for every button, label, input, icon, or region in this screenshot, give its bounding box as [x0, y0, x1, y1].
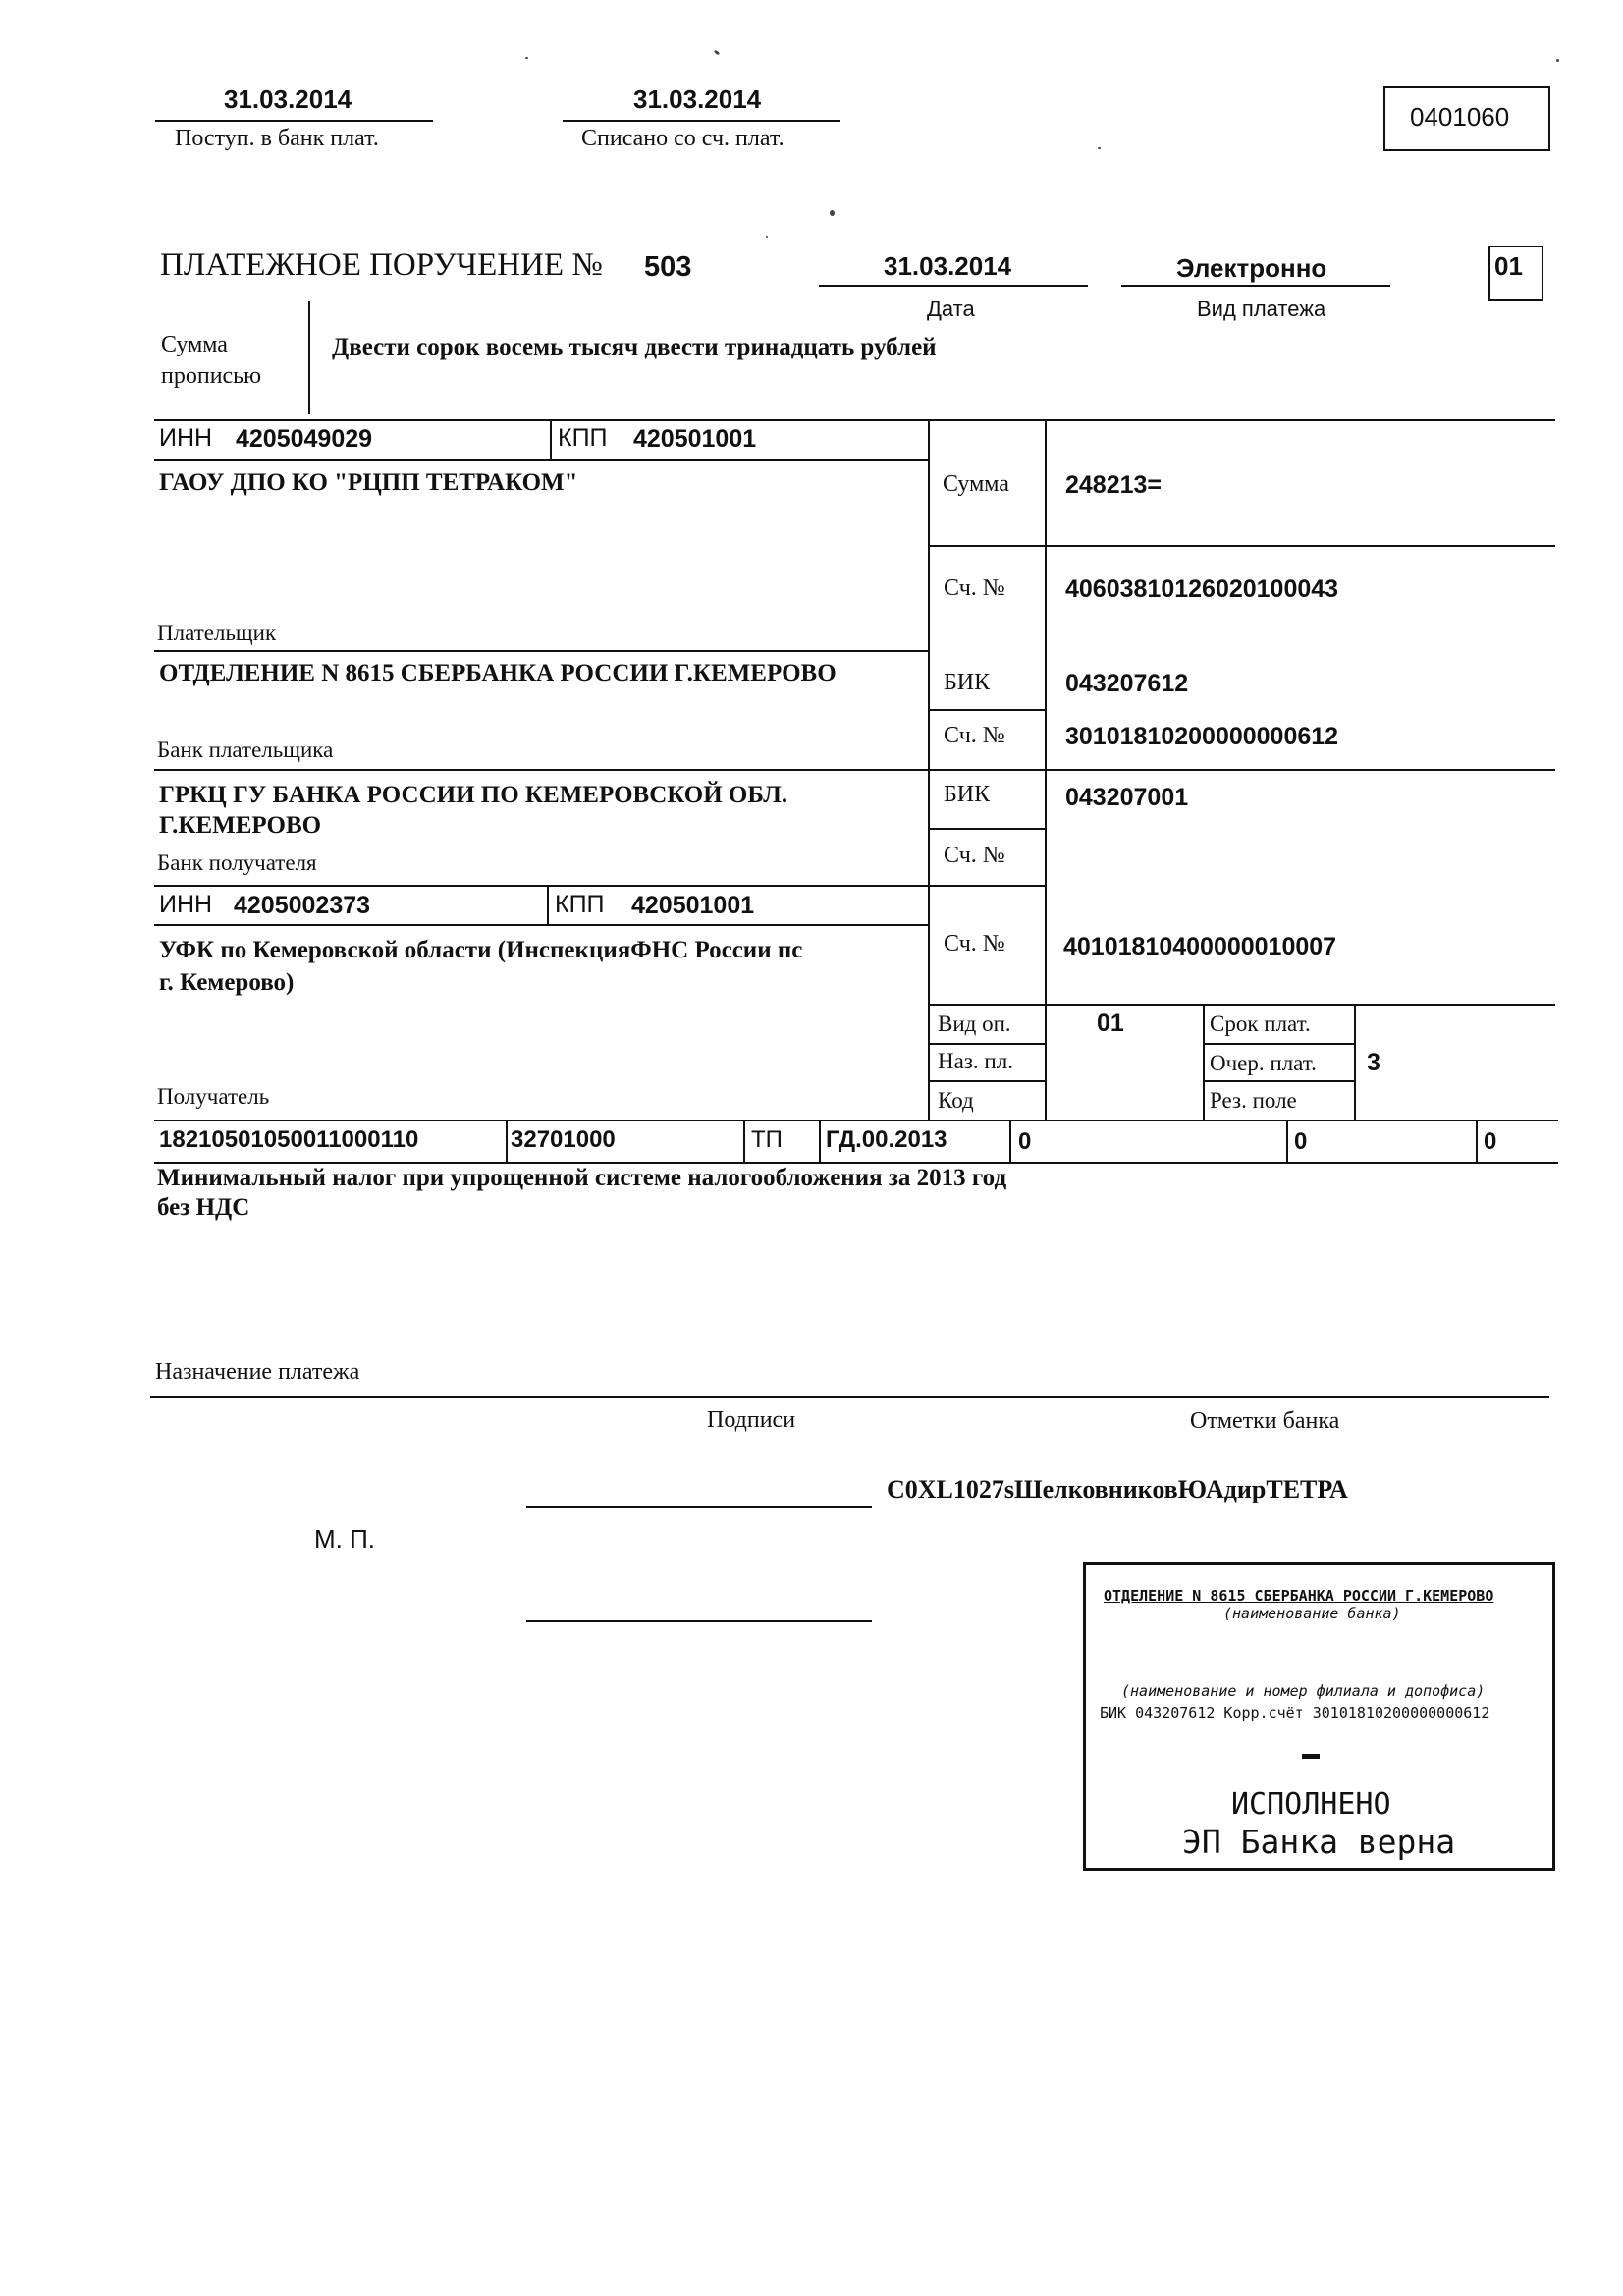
payer-bank-account-label: Сч. №: [944, 723, 1005, 748]
stamp-bank-name-caption: (наименование банка): [1223, 1605, 1401, 1622]
bank-stamp: [1083, 1562, 1555, 1871]
scan-speck: [766, 236, 768, 238]
grid-op-divider-1: [1203, 1004, 1205, 1120]
grid-line-tax-bottom: [154, 1162, 1558, 1164]
grid-line-payee-bik: [928, 828, 1047, 830]
amount-words-divider: [308, 301, 310, 414]
payee-account-label: Сч. №: [944, 931, 1005, 957]
grid-line-payer-bik: [928, 709, 1047, 711]
payer-account-label: Сч. №: [944, 575, 1005, 601]
payee-bank-label: Банк получателя: [157, 850, 317, 875]
debited-label: Списано со сч. плат.: [581, 126, 784, 151]
payee-account: 40101810400000010007: [1063, 933, 1337, 960]
grid-line-account-top: [928, 545, 1047, 547]
tax-basis: ТП: [751, 1126, 783, 1153]
payer-bank-account: 30101810200000000612: [1065, 723, 1339, 750]
payer-bank-label: Банк плательщика: [157, 738, 334, 762]
signatures-label: Подписи: [707, 1407, 796, 1433]
tax-period: ГД.00.2013: [826, 1126, 947, 1153]
purpose-type-label: Наз. пл.: [938, 1049, 1013, 1073]
grid-line-payee-inn: [154, 924, 930, 926]
grid-line-op-row1: [928, 1043, 1047, 1045]
payer-bank-bik-label: БИК: [944, 670, 991, 695]
document-date-label: Дата: [927, 297, 975, 321]
payee-bank-bik: 043207001: [1065, 784, 1189, 811]
priority-label: Очер. плат.: [1210, 1051, 1317, 1075]
op-type-label: Вид оп.: [938, 1011, 1011, 1036]
payee-kpp: 420501001: [631, 892, 755, 919]
purpose-label: Назначение платежа: [155, 1359, 360, 1385]
payee-label: Получатель: [157, 1084, 270, 1109]
purpose-bottom-line: [150, 1396, 1549, 1398]
reserve-label: Рез. поле: [1210, 1088, 1297, 1113]
grid-line-op-row1-right: [1203, 1043, 1356, 1045]
payment-type-line: [1121, 285, 1390, 287]
payer-kpp: 420501001: [633, 425, 757, 453]
grid-tax-divider-5: [1286, 1120, 1288, 1162]
scan-speck: [714, 50, 721, 56]
grid-tax-divider-1: [506, 1120, 508, 1162]
scan-speck: [1556, 59, 1559, 62]
payment-type-label: Вид платежа: [1197, 297, 1326, 321]
bank-receipt-date: 31.03.2014: [224, 84, 352, 114]
payee-kpp-label: КПП: [555, 891, 605, 918]
signature-line-2: [526, 1620, 872, 1622]
grid-op-divider-2: [1354, 1004, 1356, 1120]
grid-line-tax-top: [154, 1120, 1558, 1121]
purpose-line-1: Минимальный налог при упрощенной системе налогообложения за 2013 год: [157, 1165, 1007, 1191]
grid-tax-divider-6: [1476, 1120, 1478, 1162]
op-type: 01: [1097, 1010, 1124, 1037]
grid-line-op-row2-right: [1203, 1080, 1356, 1082]
bank-receipt-line: [155, 120, 433, 122]
payer-sum-label: Сумма: [943, 471, 1009, 497]
code-label: Код: [938, 1088, 974, 1113]
tax-kbk: 18210501050011000110: [159, 1126, 419, 1153]
document-number: 503: [644, 251, 692, 283]
scan-speck: [525, 57, 528, 59]
tax-oktmo: 32701000: [511, 1126, 616, 1153]
document-date: 31.03.2014: [884, 251, 1012, 281]
signer-name: C0XL1027sШелковниковЮАдирТЕТРА: [887, 1475, 1348, 1503]
grid-line-op-row2: [928, 1080, 1047, 1082]
debited-line: [563, 120, 840, 122]
payee-inn-label: ИНН: [159, 891, 213, 918]
bank-marks-label: Отметки банка: [1190, 1408, 1340, 1434]
payer-account: 40603810126020100043: [1065, 575, 1339, 603]
grid-payee-kpp-divider: [547, 885, 549, 924]
grid-line-payer-bottom: [154, 650, 930, 652]
grid-line-payer-bank-bottom: [154, 769, 1555, 771]
payer-bank-bik: 043207612: [1065, 670, 1189, 697]
status-code: 01: [1494, 251, 1523, 281]
due-date-label: Срок плат.: [1210, 1011, 1311, 1036]
payee-name-2: г. Кемерово): [159, 969, 295, 996]
payee-bank-account-label: Сч. №: [944, 843, 1005, 868]
stamp-branch-caption: (наименование и номер филиала и допофиса): [1121, 1682, 1486, 1700]
tax-payment-type: 0: [1484, 1128, 1497, 1155]
grid-tax-divider-4: [1009, 1120, 1011, 1162]
payer-kpp-label: КПП: [558, 424, 608, 452]
payee-name-1: УФК по Кемеровской области (ИнспекцияФНС России пс: [159, 937, 803, 963]
amount-words-label-2: прописью: [161, 363, 262, 389]
payer-inn: 4205049029: [236, 425, 373, 453]
grid-line-top: [154, 419, 1555, 421]
payer-inn-label: ИНН: [159, 424, 213, 452]
grid-line-payee-bank-bottom: [154, 885, 1047, 887]
stamp-dash-mark: [1302, 1754, 1320, 1759]
document-date-line: [819, 285, 1088, 287]
payer-label: Плательщик: [157, 621, 277, 645]
payer-name: ГАОУ ДПО КО "РЦПП ТЕТРАКОМ": [159, 469, 578, 496]
grid-payer-kpp-divider: [550, 419, 552, 459]
payee-bank-name-2: Г.КЕМЕРОВО: [159, 812, 322, 839]
signature-line-1: [526, 1506, 872, 1508]
tax-doc-date: 0: [1294, 1128, 1308, 1155]
grid-line-payer-inn: [154, 459, 930, 461]
amount-words-value: Двести сорок восемь тысяч двести тринадцать рублей: [332, 334, 937, 360]
tax-doc-number: 0: [1018, 1128, 1032, 1155]
stamp-status: ИСПОЛНЕНО: [1231, 1787, 1391, 1822]
bank-receipt-label: Поступ. в банк плат.: [175, 126, 379, 151]
purpose-line-2: без НДС: [157, 1194, 250, 1221]
grid-line-sum: [1045, 545, 1555, 547]
payment-type: Электронно: [1176, 253, 1327, 283]
scan-speck: [1098, 147, 1101, 149]
stamp-signature-status: ЭП Банка верна: [1182, 1823, 1456, 1861]
document-title: ПЛАТЕЖНОЕ ПОРУЧЕНИЕ №: [160, 247, 603, 283]
debited-date: 31.03.2014: [633, 84, 762, 114]
stamp-place: М. П.: [314, 1524, 376, 1554]
payee-bank-name-1: ГРКЦ ГУ БАНКА РОССИИ ПО КЕМЕРОВСКОЙ ОБЛ.: [159, 782, 788, 808]
payee-inn: 4205002373: [234, 892, 371, 919]
payer-bank-name: ОТДЕЛЕНИЕ N 8615 СБЕРБАНКА РОССИИ Г.КЕМЕРОВО: [159, 660, 837, 686]
scan-speck: [830, 210, 835, 216]
form-code: 0401060: [1410, 102, 1510, 132]
stamp-bik-line: БИК 043207612 Корр.счёт 30101810200000000612: [1100, 1704, 1490, 1722]
priority-value: 3: [1367, 1049, 1380, 1076]
stamp-bank-name: ОТДЕЛЕНИЕ N 8615 СБЕРБАНКА РОССИИ Г.КЕМЕРОВО: [1104, 1587, 1494, 1605]
grid-tax-divider-2: [743, 1120, 745, 1162]
grid-tax-divider-3: [819, 1120, 821, 1162]
amount-words-label-1: Сумма: [161, 332, 228, 357]
payer-sum: 248213=: [1065, 471, 1163, 499]
payee-bank-bik-label: БИК: [944, 782, 991, 807]
grid-line-account-payee: [928, 1004, 1555, 1006]
